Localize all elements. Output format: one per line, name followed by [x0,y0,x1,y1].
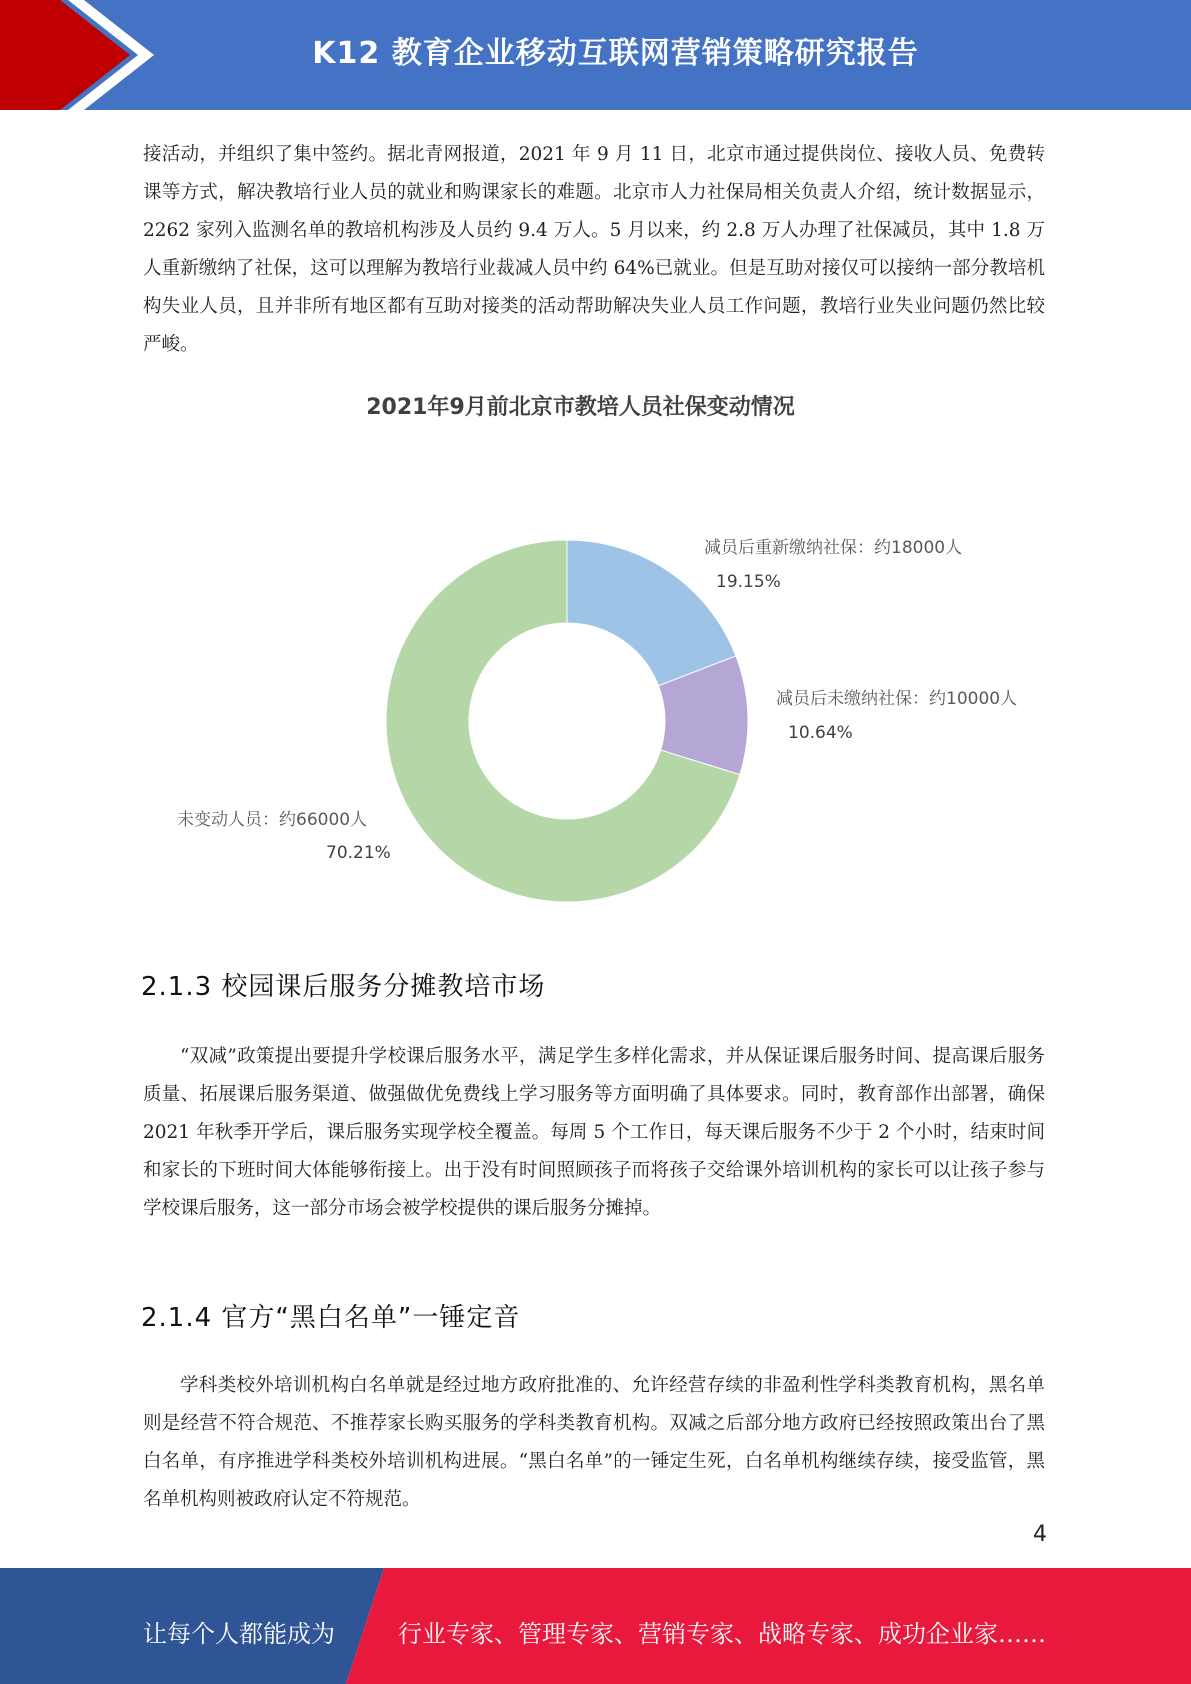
page-header [0,0,1191,110]
donut-slice-reinsured [567,540,736,686]
page-footer [0,1568,1191,1684]
slice-label-reinsured: 减员后重新缴纳社保：约18000人 [704,538,963,558]
section-heading-2-1-3: 2.1.3 校园课后服务分摊教培市场 [141,972,546,1002]
body-paragraph-3: 学科类校外培训机构白名单就是经过地方政府批准的、允许经营存续的非盈利性学科类教育机构，黑名单则是经营不符合规范、不推荐家长购买服务的学科类教育机构。双减之后部分地方政府已经按照政策出台了黑白名单，有序推进学科类校外培训机构进展。“黑白名单”的一锤定生死，白名单机构继续存续，接受监管，黑名单机构则被政府认定不符规范。 [143,1375,1045,1510]
section-heading-2-1-4: 2.1.4 官方“黑白名单”一锤定音 [141,1303,521,1333]
slice-percent-unchanged: 70.21% [326,843,391,863]
slice-label-not-insured: 减员后未缴纳社保：约10000人 [776,689,1018,709]
footer-slogan-right: 行业专家、管理专家、营销专家、战略专家、成功企业家…… [398,1620,1046,1648]
slice-label-unchanged: 未变动人员：约66000人 [177,810,368,830]
slice-percent-not-insured: 10.64% [788,723,853,743]
body-paragraph-2: “双减”政策提出要提升学校课后服务水平，满足学生多样化需求，并从保证课后服务时间、提高课后服务质量、拓展课后服务渠道、做强做优免费线上学习服务等方面明确了具体要求。同时，教育部作出部署，确保 2021 年秋季开学后，课后服务实现学校全覆盖。每周 5 个工作日，每天课后服务不少于 2 个小时，结束时间和家长的下班时间大体能够衔接上。出于没有时间照顾孩子而将孩子交给课外培训机构的家长可以让孩子参与学校课后服务，这一部分市场会被学校提供的课后服务分摊掉。 [143,1046,1045,1219]
body-paragraph-1: 接活动，并组织了集中签约。据北青网报道，2021 年 9 月 11 日，北京市通过提供岗位、接收人员、免费转课等方式，解决教培行业人员的就业和购课家长的难题。北京市人力社保局相关负责人介绍，统计数据显示，2262 家列入监测名单的教培机构涉及人员约 9.4 万人。5 月以来，约 2.8 万人办理了社保减员，其中 1.8 万人重新缴纳了社保，这可以理解为教培行业裁减人员中约 64%已就业。但是互助对接仅可以接纳一部分教培机构失业人员，且并非所有地区都有互助对接类的活动帮助解决失业人员工作问题，教培行业失业问题仍然比较严峻。 [143,144,1045,355]
slice-percent-reinsured: 19.15% [716,572,781,592]
chart-title: 2021年9月前北京市教培人员社保变动情况 [366,395,795,420]
donut-chart [0,440,1191,920]
report-title: K12 教育企业移动互联网营销策略研究报告 [312,36,919,71]
page-number: 4 [1033,1522,1047,1547]
footer-slogan-left: 让每个人都能成为 [143,1620,335,1648]
